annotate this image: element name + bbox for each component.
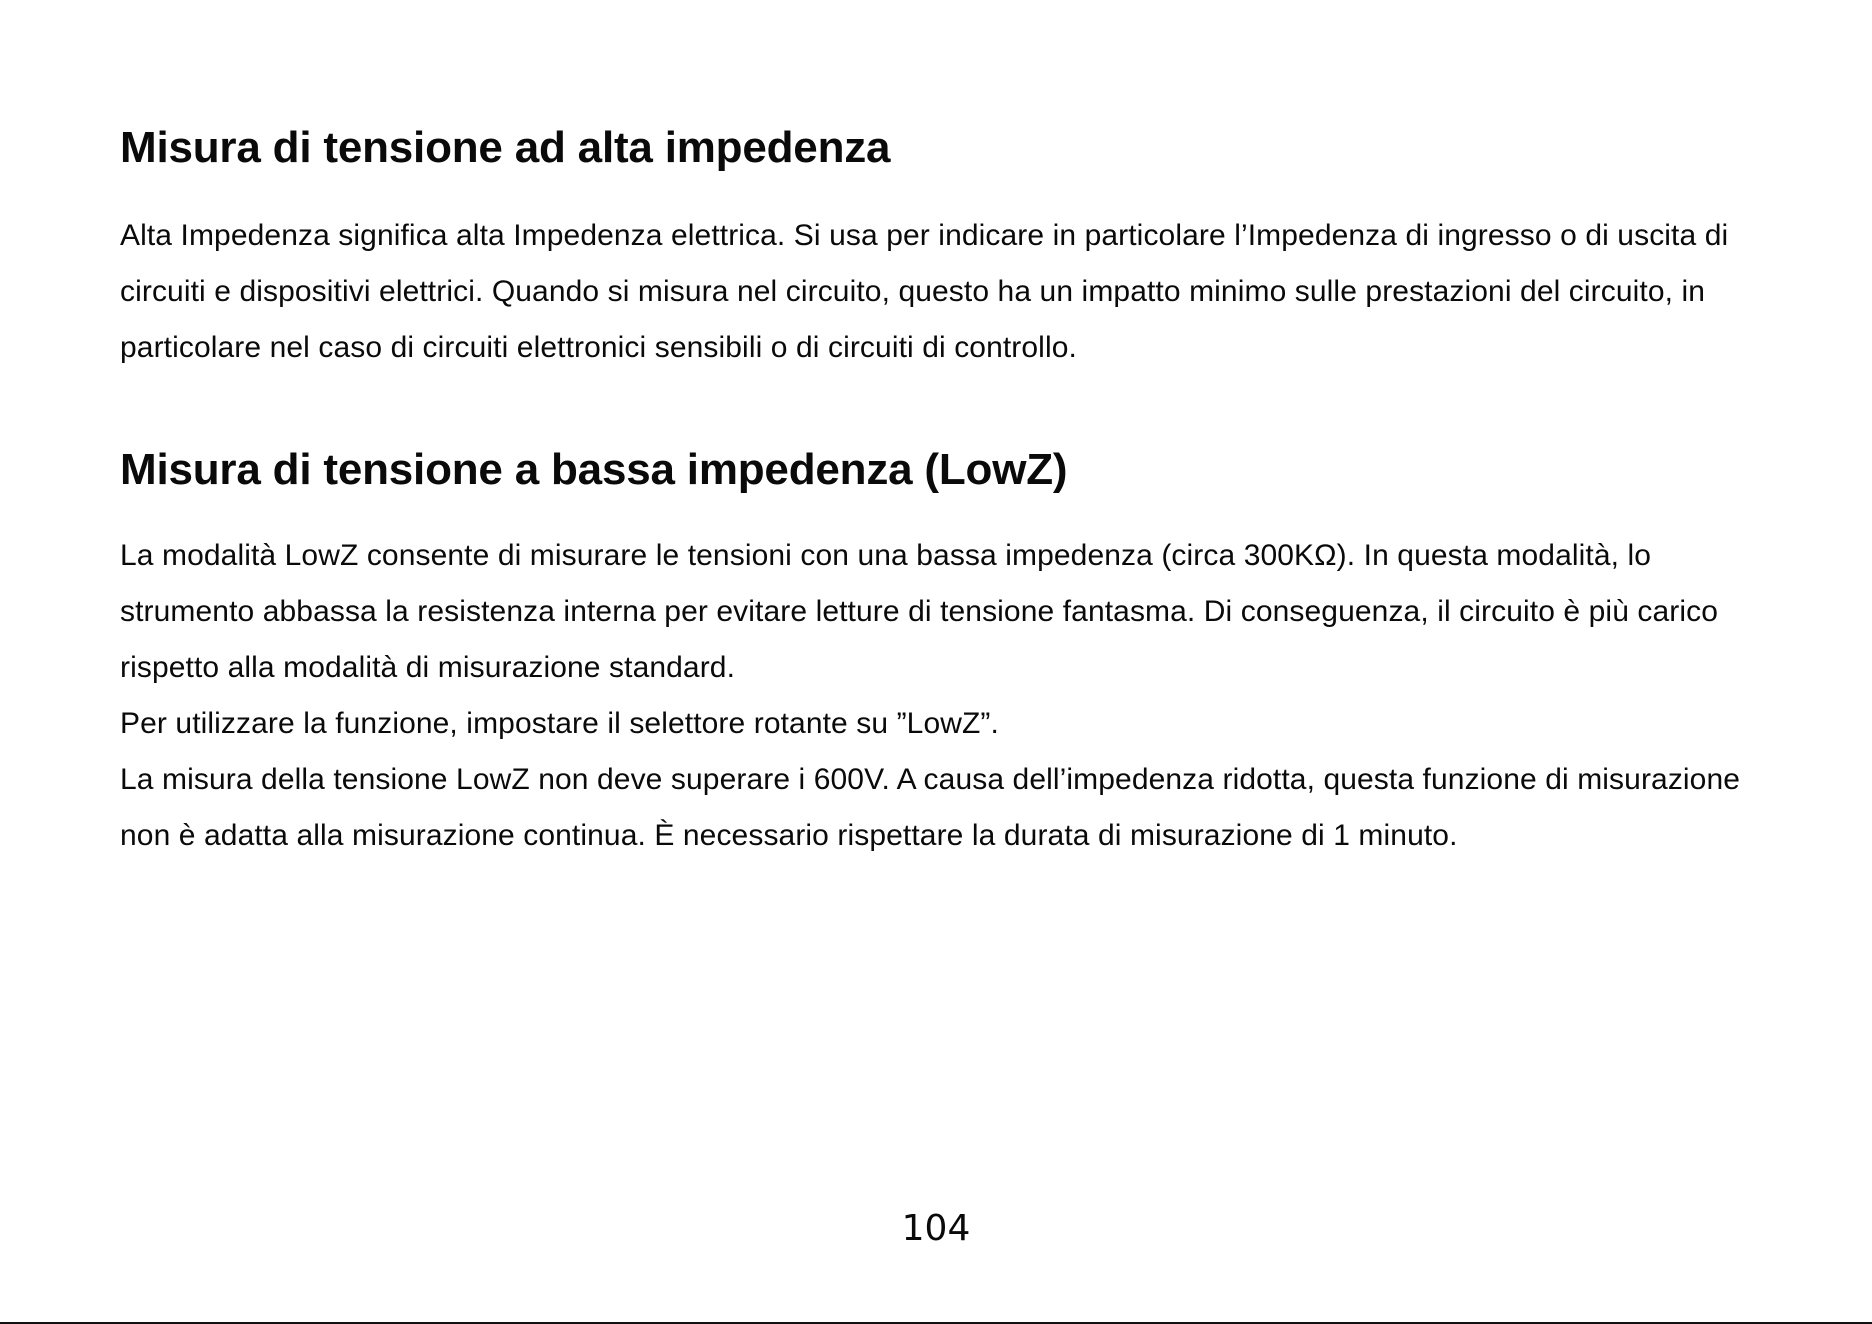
paragraph: Per utilizzare la funzione, impostare il selettore rotante su ”LowZ”. (120, 707, 999, 740)
paragraph: La misura della tensione LowZ non deve superare i 600V. A causa dell’impedenza ridotta, questa funzione di misurazione non è adatta alla misurazione continua. È necessario rispettare la durata di misurazione di 1 minuto. (120, 763, 1741, 852)
section-low-impedance (120, 440, 1760, 864)
section-body (120, 208, 1760, 376)
paragraph: La modalità LowZ consente di misurare le tensioni con una bassa impedenza (circa 300KΩ). In questa modalità, lo strumento abbassa la resistenza interna per evitare letture di tensione fantasma. Di conseguenza, il circuito è più carico rispetto alla modalità di misurazione standard. (120, 539, 1719, 684)
section-high-impedance (120, 118, 1760, 376)
section-body (120, 528, 1760, 864)
section-heading: Misura di tensione a bassa impedenza (LowZ) (120, 445, 1068, 494)
page-number: 104 (901, 1208, 971, 1249)
section-heading: Misura di tensione ad alta impedenza (120, 123, 891, 172)
paragraph: Alta Impedenza significa alta Impedenza elettrica. Si usa per indicare in particolare l’Impedenza di ingresso o di uscita di circuiti e dispositivi elettrici. Quando si misura nel circuito, questo ha un impatto minimo sulle prestazioni del circuito, in particolare nel caso di circuiti elettronici sensibili o di circuiti di controllo. (120, 219, 1729, 364)
